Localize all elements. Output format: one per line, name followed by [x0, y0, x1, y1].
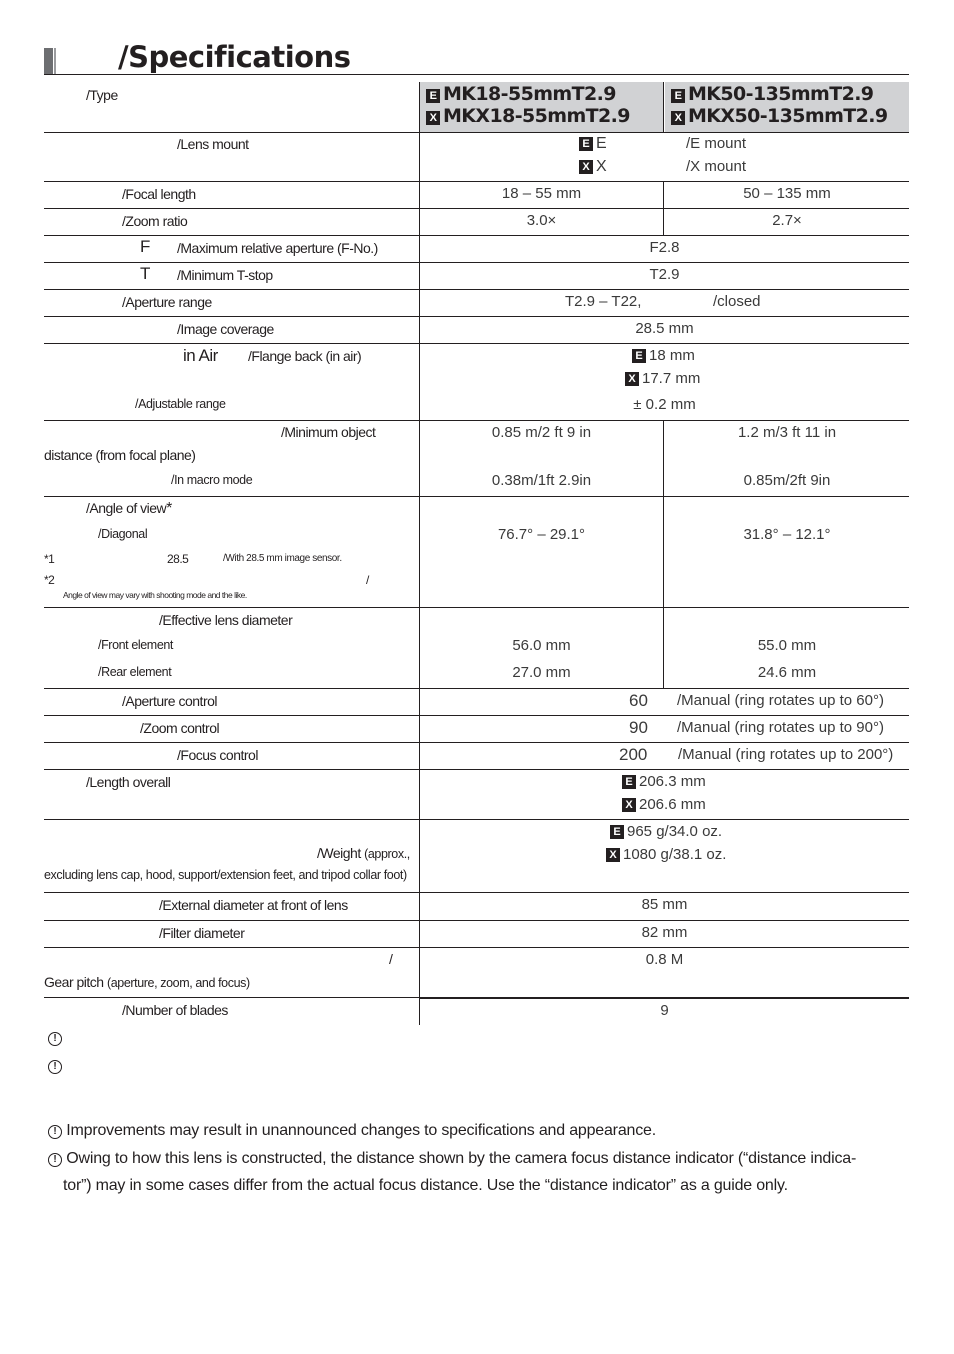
row-blades: [44, 998, 909, 1025]
e-badge-icon: E: [671, 89, 685, 103]
row-length-overall: [44, 770, 909, 820]
note-improvements: [48, 1122, 656, 1140]
x-badge-icon: X: [426, 111, 440, 125]
gear-pitch-extra: (aperture, zoom, and focus): [106, 976, 250, 990]
min-tstop-prefix: T: [140, 264, 150, 283]
x-badge-icon: X: [671, 111, 685, 125]
row-lens-mount: [44, 133, 909, 182]
title-marker: [44, 48, 53, 74]
x-badge-icon: X: [579, 160, 593, 174]
note2-mark: *2: [44, 573, 55, 587]
max-aperture-value: F2.8: [649, 239, 680, 256]
weight-label2: excluding lens cap, hood, support/extension feet, and tripod collar foot): [44, 868, 407, 882]
row-weight: [44, 820, 909, 893]
note1-text: /With 28.5 mm image sensor.: [223, 553, 342, 564]
min-distance-v2: 1.2 m/3 ft 11 in: [737, 424, 837, 441]
aperture-control-label: /Aperture control: [122, 693, 217, 709]
focus-control-value: /Manual (ring rotates up to 200°): [678, 746, 894, 763]
warning-icon: !: [48, 1125, 62, 1139]
macro-label: /In macro mode: [171, 473, 253, 487]
page-title: /Specifications: [118, 40, 351, 74]
e-badge-icon: E: [622, 775, 636, 789]
diagonal-label: /Diagonal: [98, 527, 148, 541]
angle-v1: 76.7° – 29.1°: [497, 526, 586, 543]
title-marker-line: [54, 48, 56, 74]
min-tstop-value: T2.9: [649, 266, 680, 283]
row-aperture-range: [44, 290, 909, 317]
max-aperture-prefix: F: [140, 237, 150, 256]
flange-back-label: /Flange back (in air): [248, 348, 362, 364]
focus-control-label: /Focus control: [177, 747, 258, 763]
blades-value: 9: [660, 1002, 669, 1019]
note2-text: Angle of view may vary with shooting mode and the like.: [63, 590, 247, 600]
image-coverage-label: /Image coverage: [177, 321, 274, 337]
note1-mark: *1: [44, 552, 55, 566]
zoom-ratio-v2: 2.7×: [772, 212, 802, 229]
focal-length-label: /Focal length: [122, 186, 196, 202]
note1-text: Improvements may result in unannounced changes to specifications and appearance.: [66, 1122, 656, 1139]
type-label: /Type: [86, 87, 118, 103]
flange-back-prefix: in Air: [183, 346, 218, 365]
lens-mount-label: /Lens mount: [177, 136, 249, 152]
focal-length-v2: 50 – 135 mm: [743, 185, 831, 202]
aperture-control-num: 60: [629, 691, 648, 710]
lens-mount-e-letter: E: [596, 135, 607, 152]
min-distance-v1: 0.85 m/2 ft 9 in: [491, 424, 592, 441]
focus-control-num: 200: [619, 745, 648, 764]
type-col1-e-name: MK18-55mmT2.9: [443, 83, 616, 105]
rear-v1: 27.0 mm: [512, 664, 571, 681]
title-bar: [44, 40, 909, 75]
warning-icon: !: [48, 1060, 62, 1074]
front-v1: 56.0 mm: [512, 637, 571, 654]
e-badge-icon: E: [610, 825, 624, 839]
filter-diameter-value: 82 mm: [641, 924, 688, 941]
front-v2: 55.0 mm: [757, 637, 817, 654]
row-flange-back: [44, 344, 909, 421]
row-type: [44, 82, 909, 133]
macro-v2: 0.85m/2ft 9in: [743, 472, 831, 489]
row-min-distance: [44, 421, 909, 497]
min-distance-label2: distance (from focal plane): [44, 447, 196, 463]
length-x-value: 206.6 mm: [639, 796, 706, 813]
row-max-aperture: [44, 236, 909, 263]
lens-mount-x-letter: X: [596, 158, 607, 175]
adjustable-range-label: /Adjustable range: [135, 397, 226, 411]
gear-pitch-label: Gear pitch: [44, 974, 104, 990]
type-col2-e-name: MK50-135mmT2.9: [688, 83, 874, 105]
type-col1-x-name: MKX18-55mmT2.9: [443, 105, 630, 127]
e-badge-icon: E: [426, 89, 440, 103]
row-image-coverage: [44, 317, 909, 344]
length-overall-label: /Length overall: [86, 774, 171, 790]
min-distance-label: /Minimum object: [281, 424, 376, 440]
row-min-tstop: [44, 263, 909, 290]
type-col2-x-name: MKX50-135mmT2.9: [688, 105, 888, 127]
gear-pitch-value: 0.8 M: [645, 951, 684, 968]
row-focal-length: [44, 182, 909, 209]
weight-label: /Weight: [317, 845, 361, 861]
row-gear-pitch: [44, 948, 909, 998]
row-angle-of-view: [44, 497, 909, 608]
weight-label-extra: (approx.,: [364, 847, 410, 861]
row-external-diameter: [44, 893, 909, 921]
aperture-control-value: /Manual (ring rotates up to 60°): [677, 692, 884, 709]
macro-v1: 0.38m/1ft 2.9in: [491, 472, 592, 489]
max-aperture-label: /Maximum relative aperture (F-No.): [177, 240, 378, 256]
note-distance: [48, 1150, 856, 1168]
gear-pitch-slash: /: [389, 951, 393, 967]
warning-icon: !: [48, 1153, 62, 1167]
note1-num: 28.5: [167, 552, 189, 566]
x-badge-icon: X: [606, 848, 620, 862]
note2-slash: /: [366, 573, 369, 587]
note2-line1: Owing to how this lens is constructed, the distance shown by the camera focus distance indicator (“distance indica-: [66, 1150, 857, 1167]
aperture-range-value: T2.9 – T22,: [565, 293, 642, 310]
row-zoom-control: [44, 716, 909, 743]
blades-label: /Number of blades: [122, 1002, 228, 1018]
zoom-control-label: /Zoom control: [140, 720, 220, 736]
zoom-ratio-label: /Zoom ratio: [122, 213, 188, 229]
x-badge-icon: X: [622, 798, 636, 812]
angle-of-view-label: /Angle of view: [86, 500, 167, 516]
aperture-range-suffix: /closed: [713, 293, 761, 310]
weight-e-value: 965 g/34.0 oz.: [627, 823, 723, 840]
row-effective-diameter: [44, 608, 909, 689]
rear-v2: 24.6 mm: [757, 664, 817, 681]
ext-diameter-value: 85 mm: [641, 896, 688, 913]
zoom-ratio-v1: 3.0×: [526, 212, 557, 229]
focal-length-v1: 18 – 55 mm: [501, 185, 582, 202]
filter-diameter-label: /Filter diameter: [159, 925, 245, 941]
length-e-value: 206.3 mm: [639, 773, 706, 790]
flange-back-e-value: 18 mm: [649, 347, 695, 364]
angle-v2: 31.8° – 12.1°: [743, 526, 831, 543]
aperture-range-label: /Aperture range: [122, 294, 212, 310]
adjustable-range-value: ± 0.2 mm: [633, 396, 696, 413]
warning-icon: !: [48, 1032, 62, 1046]
weight-x-value: 1080 g/38.1 oz.: [623, 846, 727, 863]
flange-back-x-value: 17.7 mm: [642, 370, 701, 387]
zoom-control-value: /Manual (ring rotates up to 90°): [677, 719, 884, 736]
e-badge-icon: E: [579, 137, 593, 151]
front-element-label: /Front element: [98, 638, 173, 652]
row-aperture-control: [44, 689, 909, 716]
min-tstop-label: /Minimum T-stop: [177, 267, 273, 283]
angle-star: *: [166, 500, 172, 517]
x-badge-icon: X: [625, 372, 639, 386]
row-zoom-ratio: [44, 209, 909, 236]
type-col2: [665, 82, 909, 132]
image-coverage-value: 28.5 mm: [635, 320, 694, 337]
row-focus-control: [44, 743, 909, 770]
note2-line2: tor”) may in some cases differ from the actual focus distance. Use the “distance indicator” as a guide only.: [63, 1177, 788, 1194]
zoom-control-num: 90: [629, 718, 648, 737]
type-col1: [420, 82, 664, 132]
eff-diameter-label: /Effective lens diameter: [159, 612, 293, 628]
spec-table: [44, 82, 909, 1025]
e-badge-icon: E: [632, 349, 646, 363]
lens-mount-x-text: /X mount: [686, 158, 747, 175]
rear-element-label: /Rear element: [98, 665, 172, 679]
ext-diameter-label: /External diameter at front of lens: [159, 897, 348, 913]
lens-mount-e-text: /E mount: [686, 135, 747, 152]
row-filter-diameter: [44, 921, 909, 948]
